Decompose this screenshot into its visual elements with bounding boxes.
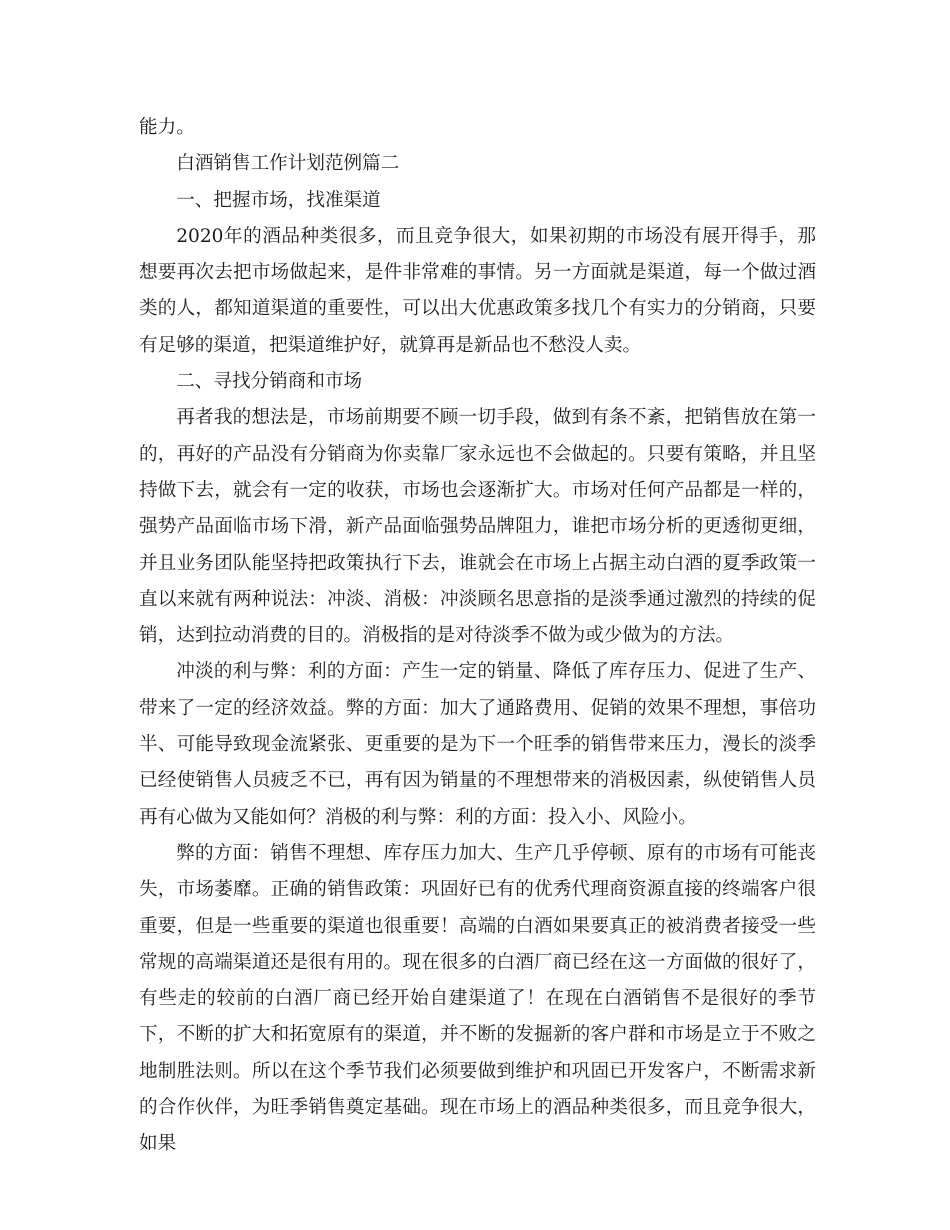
heading-2: 二、寻找分销商和市场	[176, 371, 363, 393]
paragraph: 再者我的想法是，市场前期要不顾一切手段，做到有条不紊，把销售放在第一的，再好的产品没有分销商为你卖靠厂家永远也不会做起的。只要有策略，并且坚持做下去，就会有一定的收获，市场也会逐渐扩大。市场对任何产品都是一样的，强势产品面临市场下滑，新产品面临强势品牌阻力，谁把市场分析的更透彻更细，并且业务团队能坚持把政策执行下去，谁就会在市场上占据主动白酒的夏季政策一直以来就有两种说法：冲淡、消极：冲淡顾名思意指的是淡季通过激烈的持续的促销，达到拉动消费的目的。消极指的是对待淡季不做为或少做为的方法。	[139, 407, 816, 647]
body-text	[139, 110, 816, 1163]
heading-1: 一、把握市场，找准渠道	[176, 189, 381, 211]
paragraph: 冲淡的利与弊：利的方面：产生一定的销量、降低了库存压力、促进了生产、带来了一定的经济效益。弊的方面：加大了通路费用、促销的效果不理想，事倍功半、可能导致现金流紧张、更重要的是为下一个旺季的销售带来压力，漫长的淡季已经使销售人员疲乏不已，再有因为销量的不理想带来的消极因素，纵使销售人员再有心做为又能如何？消极的利与弊：利的方面：投入小、风险小。	[139, 661, 816, 828]
paragraph: 弊的方面：销售不理想、库存压力加大、生产几乎停顿、原有的市场有可能丧失，市场萎靡。正确的销售政策：巩固好已有的优秀代理商资源直接的终端客户很重要，但是一些重要的渠道也很重要！高端的白酒如果要真正的被消费者接受一些常规的高端渠道还是很有用的。现在很多的白酒厂商已经在这一方面做的很好了，有些走的较前的白酒厂商已经开始自建渠道了！在现在白酒销售不是很好的季节下，不断的扩大和拓宽原有的渠道，并不断的发掘新的客户群和市场是立于不败之地制胜法则。所以在这个季节我们必须要做到维护和巩固已开发客户，不断需求新的合作伙伴，为旺季销售奠定基础。现在市场上的酒品种类很多，而且竞争很大，如果	[139, 842, 816, 1155]
paragraph: 2020年的酒品种类很多，而且竞争很大，如果初期的市场没有展开得手，那想要再次去把市场做起来，是件非常难的事情。另一方面就是渠道，每一个做过酒类的人，都知道渠道的重要性，可以出大优惠政策多找几个有实力的分销商，只要有足够的渠道，把渠道维护好，就算再是新品也不愁没人卖。	[139, 225, 816, 356]
section-title: 白酒销售工作计划范例篇二	[176, 153, 400, 175]
paragraph-continuation: 能力。	[139, 117, 195, 138]
